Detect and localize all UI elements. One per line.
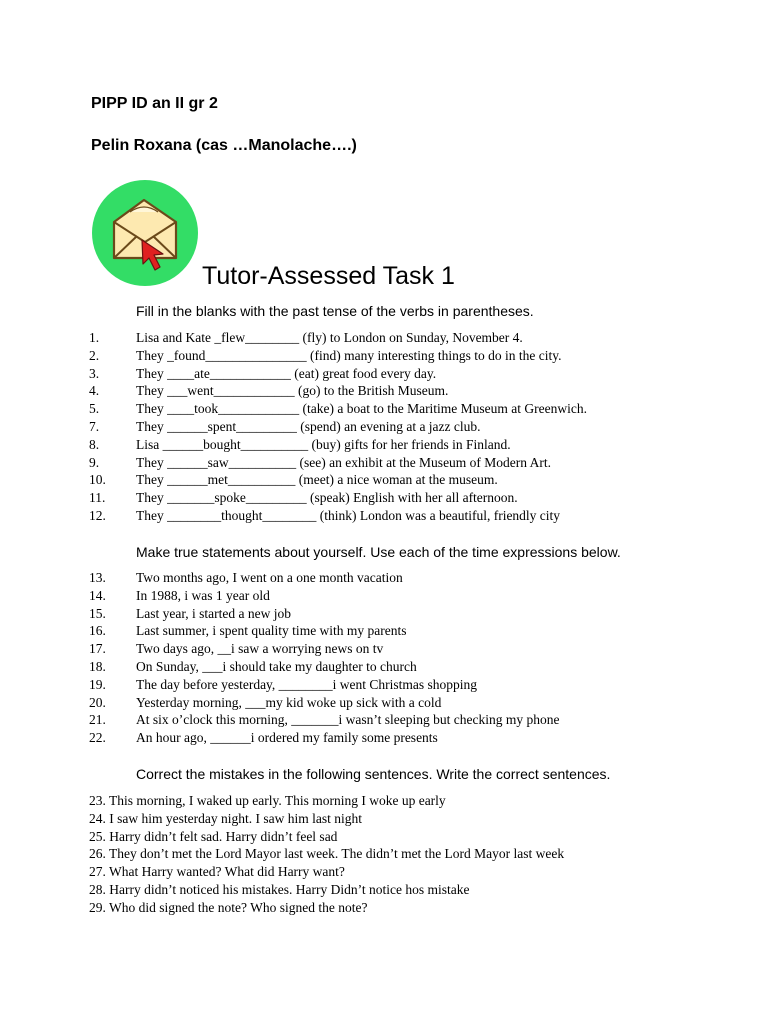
item-text: They ______spent_________ (spend) an evening at a jazz club.: [136, 418, 481, 434]
list-item: [0, 694, 768, 712]
list-item: [0, 711, 768, 729]
list-item: [0, 569, 768, 587]
item-text: 26. They don’t met the Lord Mayor last week. The didn’t met the Lord Mayor last week: [89, 846, 565, 862]
item-text: The day before yesterday, ________i went Christmas shopping: [136, 676, 478, 692]
item-text: In 1988, i was 1 year old: [136, 587, 270, 603]
item-number: 12.: [89, 507, 106, 523]
item-number: 9.: [89, 454, 100, 470]
list-item: [0, 622, 768, 640]
list-item: [0, 489, 768, 507]
item-text: 27. What Harry wanted? What did Harry want?: [89, 864, 345, 880]
list-item: [0, 436, 768, 454]
envelope-with-cursor-icon: [92, 178, 200, 288]
section2-list: [0, 569, 768, 747]
item-number: 18.: [89, 658, 106, 674]
item-text: They ______met__________ (meet) a nice woman at the museum.: [136, 472, 498, 488]
section1-instruction: Fill in the blanks with the past tense of the verbs in parentheses.: [136, 303, 534, 319]
section2-instruction: Make true statements about yourself. Use each of the time expressions below.: [136, 544, 621, 560]
section3-instruction: Correct the mistakes in the following sentences. Write the correct sentences.: [136, 766, 611, 782]
item-text: They ___went____________ (go) to the British Museum.: [136, 383, 449, 399]
item-text: Last year, i started a new job: [136, 605, 292, 621]
item-text: Lisa and Kate _flew________ (fly) to London on Sunday, November 4.: [136, 330, 523, 345]
item-text: They ____ate____________ (eat) great food every day.: [136, 365, 437, 381]
list-item: [0, 881, 768, 899]
item-number: 1.: [89, 330, 100, 345]
list-item: [0, 676, 768, 694]
item-number: 15.: [89, 605, 106, 621]
item-number: 22.: [89, 730, 106, 746]
section1-list: [0, 329, 768, 525]
item-text: On Sunday, ___i should take my daughter to church: [136, 658, 417, 674]
item-text: They ______saw__________ (see) an exhibit at the Museum of Modern Art.: [136, 454, 552, 470]
list-item: [0, 418, 768, 436]
list-item: [0, 828, 768, 846]
item-number: 19.: [89, 676, 106, 692]
list-item: [0, 454, 768, 472]
list-item: [0, 400, 768, 418]
item-number: 20.: [89, 694, 106, 710]
item-text: Yesterday morning, ___my kid woke up sick with a cold: [136, 694, 442, 710]
list-item: [0, 471, 768, 489]
item-text: They ____took____________ (take) a boat to the Maritime Museum at Greenwich.: [136, 401, 588, 417]
item-number: 16.: [89, 623, 106, 639]
item-text: They _found_______________ (find) many interesting things to do in the city.: [136, 347, 562, 363]
item-number: 7.: [89, 418, 100, 434]
item-number: 5.: [89, 401, 100, 417]
item-number: 2.: [89, 347, 100, 363]
item-text: 25. Harry didn’t felt sad. Harry didn’t feel sad: [89, 828, 338, 844]
item-text: An hour ago, ______i ordered my family some presents: [136, 730, 438, 746]
item-number: 11.: [89, 490, 106, 506]
list-item: [0, 810, 768, 828]
list-item: [0, 365, 768, 383]
item-text: Two days ago, __i saw a worrying news on tv: [136, 641, 384, 657]
list-item: [0, 863, 768, 881]
list-item: [0, 729, 768, 747]
item-text: Two months ago, I went on a one month vacation: [136, 570, 403, 585]
item-text: 28. Harry didn’t noticed his mistakes. Harry Didn’t notice hos mistake: [89, 881, 470, 897]
task-title: Tutor-Assessed Task 1: [202, 262, 455, 290]
item-text: Lisa ______bought__________ (buy) gifts for her friends in Finland.: [136, 436, 511, 452]
item-number: 3.: [89, 365, 100, 381]
item-number: 13.: [89, 570, 106, 585]
list-item: [0, 329, 768, 347]
item-number: 21.: [89, 712, 106, 728]
section3-list: [0, 792, 768, 917]
header-line-2: Pelin Roxana (cas …Manolache….): [91, 137, 357, 154]
item-number: 17.: [89, 641, 106, 657]
item-text: Last summer, i spent quality time with my parents: [136, 623, 407, 639]
item-text: 24. I saw him yesterday night. I saw him last night: [89, 810, 362, 826]
item-number: 14.: [89, 587, 106, 603]
list-item: [0, 658, 768, 676]
item-number: 4.: [89, 383, 100, 399]
item-text: They ________thought________ (think) London was a beautiful, friendly city: [136, 507, 561, 523]
item-text: At six o’clock this morning, _______i wasn’t sleeping but checking my phone: [136, 712, 560, 728]
list-item: [0, 640, 768, 658]
item-text: 23. This morning, I waked up early. This morning I woke up early: [89, 793, 446, 808]
header-line-1: PIPP ID an II gr 2: [91, 95, 218, 112]
list-item: [0, 899, 768, 917]
item-number: 8.: [89, 436, 100, 452]
list-item: [0, 507, 768, 525]
list-item: [0, 347, 768, 365]
list-item: [0, 792, 768, 810]
list-item: [0, 587, 768, 605]
item-number: 10.: [89, 472, 106, 488]
list-item: [0, 605, 768, 623]
list-item: [0, 382, 768, 400]
item-text: 29. Who did signed the note? Who signed the note?: [89, 899, 368, 915]
list-item: [0, 845, 768, 863]
item-text: They _______spoke_________ (speak) English with her all afternoon.: [136, 490, 518, 506]
